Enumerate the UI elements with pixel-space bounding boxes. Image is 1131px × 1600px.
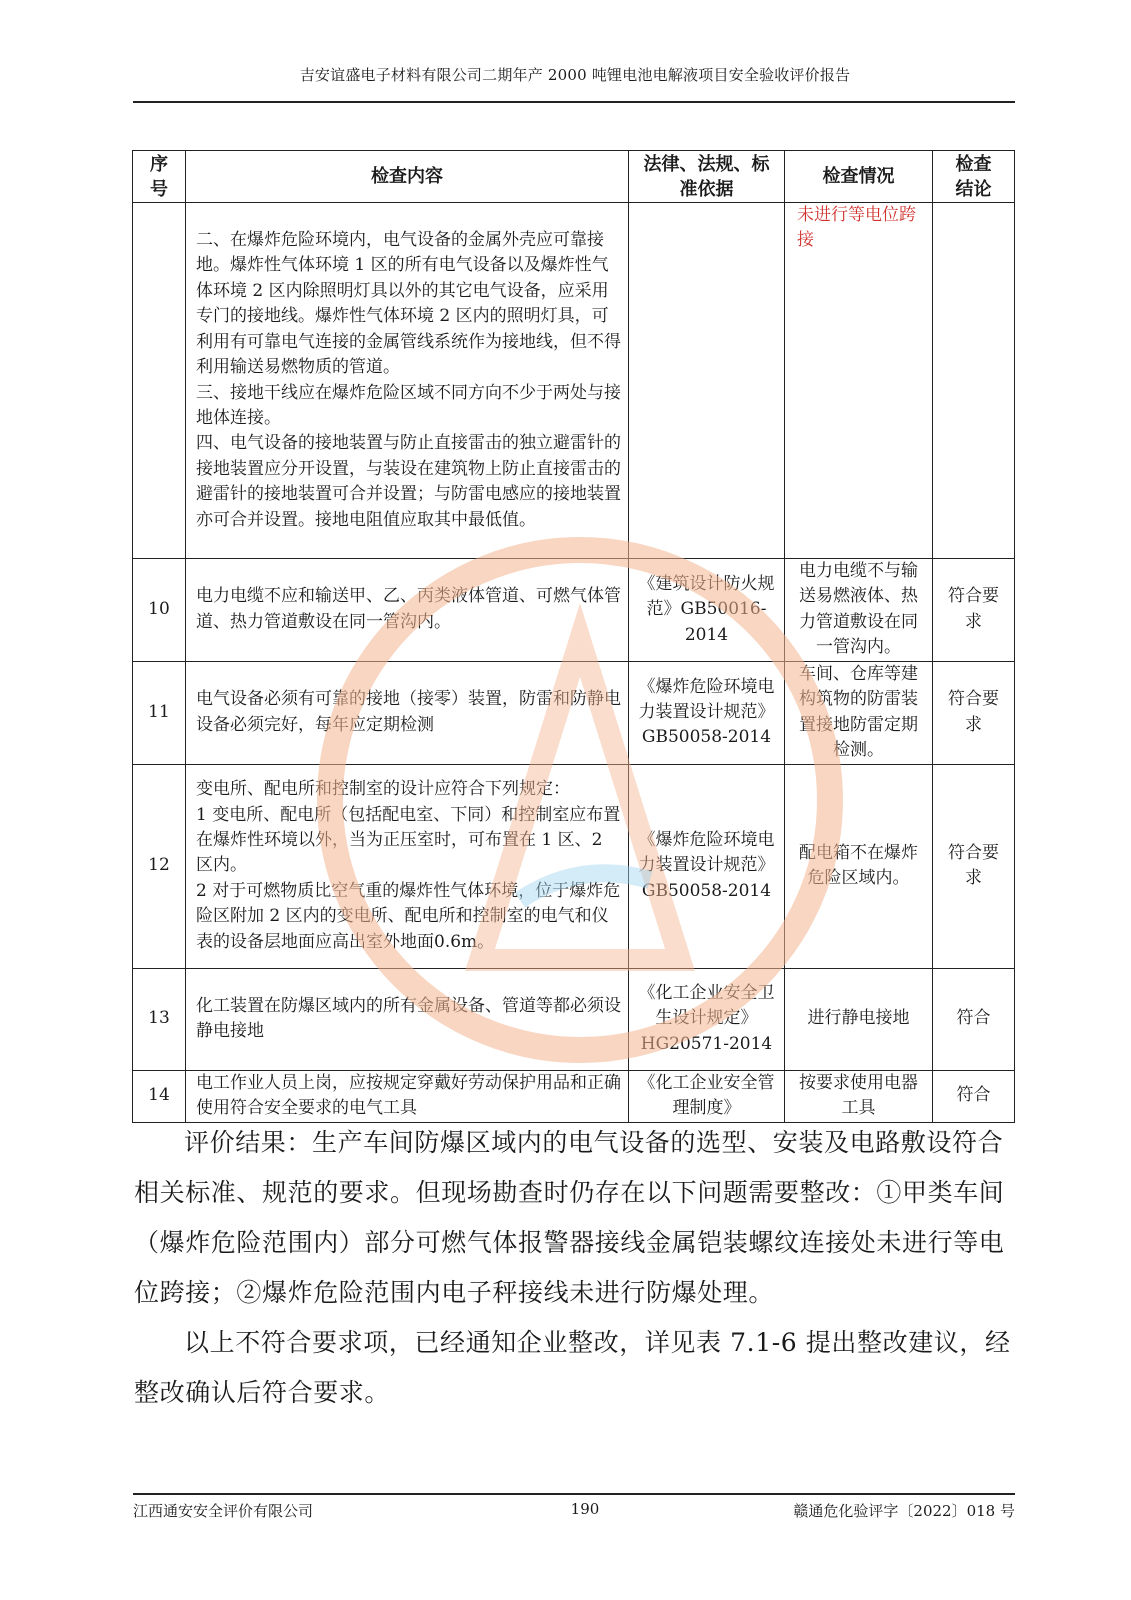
row-content: 化工装置在防爆区域内的所有金属设备、管道等都必须设静电接地 [186, 968, 629, 1070]
row-no: 10 [133, 559, 186, 662]
row-no: 11 [133, 661, 186, 764]
inspection-table [132, 150, 1015, 1123]
table-row [133, 1070, 1015, 1122]
row-content: 电力电缆不应和输送甲、乙、丙类液体管道、可燃气体管道、热力管道敷设在同一管沟内。 [186, 559, 629, 662]
footer-divider [133, 1493, 1015, 1495]
row-no: 12 [133, 764, 186, 968]
row-basis: 《化工企业安全管理制度》 [629, 1070, 785, 1122]
row-conclusion [933, 203, 1015, 559]
row-no [133, 203, 186, 559]
row-no: 14 [133, 1070, 186, 1122]
col-header-content: 检查内容 [186, 151, 629, 203]
row-basis: 《建筑设计防火规范》GB50016-2014 [629, 559, 785, 662]
row-content: 电工作业人员上岗，应按规定穿戴好劳动保护用品和正确使用符合安全要求的电气工具 [186, 1070, 629, 1122]
row-conclusion: 符合要求 [933, 764, 1015, 968]
row-status: 电力电缆不与输送易燃液体、热力管道敷设在同一管沟内。 [785, 559, 933, 662]
page-header: 吉安谊盛电子材料有限公司二期年产 2000 吨锂电池电解液项目安全验收评价报告 [299, 66, 851, 84]
row-status-warning: 未进行等电位跨接 [785, 203, 933, 559]
page-number: 190 [570, 1500, 600, 1518]
col-header-basis: 法律、法规、标准依据 [629, 151, 785, 203]
table-row [133, 968, 1015, 1070]
row-status: 车间、仓库等建构筑物的防雷装置接地防雷定期检测。 [785, 661, 933, 764]
row-content: 电气设备必须有可靠的接地（接零）装置，防雷和防静电设备必须完好，每年应定期检测 [186, 661, 629, 764]
row-basis: 《化工企业安全卫生设计规定》HG20571-2014 [629, 968, 785, 1070]
row-conclusion: 符合 [933, 968, 1015, 1070]
row-status: 配电箱不在爆炸危险区域内。 [785, 764, 933, 968]
row-content: 二、在爆炸危险环境内，电气设备的金属外壳应可靠接地。爆炸性气体环境 1 区的所有电气设备以及爆炸性气体环境 2 区内除照明灯具以外的其它电气设备，应采用专门的接地线。爆炸性气体环境 2 区内的照明灯具，可利用有可靠电气连接的金属管线系统作为接地线，但不得利用输送易燃物质的管道。 三、接地干线应在爆炸危险区域不同方向不少于两处与接地体连接。 四、电气设备的接地装置与防止直接雷击的独立避雷针的接地装置应分开设置，与装设在建筑物上防止直接雷击的避雷针的接地装置可合并设置；与防雷电感应的接地装置亦可合并设置。接地电阻值应取其中最低值。 [186, 203, 629, 559]
row-no: 13 [133, 968, 186, 1070]
footer-document-number: 赣通危化验评字〔2022〕018 号 [793, 1502, 1015, 1520]
row-basis: 《爆炸危险环境电力装置设计规范》GB50058-2014 [629, 661, 785, 764]
table-row [133, 764, 1015, 968]
row-content: 变电所、配电所和控制室的设计应符合下列规定： 1 变电所、配电所（包括配电室、下同）和控制室应布置在爆炸性环境以外，当为正压室时，可布置在 1 区、2 区内。 2 对于可燃物质比空气重的爆炸性气体环境，位于爆炸危险区附加 2 区内的变电所、配电所和控制室的电气和仪表的设备层地面应高出室外地面0.6m。 [186, 764, 629, 968]
row-status: 进行静电接地 [785, 968, 933, 1070]
footer-company: 江西通安安全评价有限公司 [133, 1502, 314, 1520]
row-conclusion: 符合要求 [933, 559, 1015, 662]
row-basis [629, 203, 785, 559]
table-header-row [133, 151, 1015, 203]
row-conclusion: 符合要求 [933, 661, 1015, 764]
table-row [133, 203, 1015, 559]
rectification-paragraph: 以上不符合要求项，已经通知企业整改，详见表 7.1-6 提出整改建议，经整改确认后符合要求。 [134, 1328, 1011, 1407]
row-status: 按要求使用电器工具 [785, 1070, 933, 1122]
table-row [133, 661, 1015, 764]
row-conclusion: 符合 [933, 1070, 1015, 1122]
table-row [133, 559, 1015, 662]
evaluation-result-paragraph: 评价结果：生产车间防爆区域内的电气设备的选型、安装及电路敷设符合相关标准、规范的要求。但现场勘查时仍存在以下问题需要整改：①甲类车间（爆炸危险范围内）部分可燃气体报警器接线金属铠装螺纹连接处未进行等电位跨接；②爆炸危险范围内电子秤接线未进行防爆处理。 [134, 1128, 1005, 1307]
header-divider [133, 101, 1015, 103]
col-header-status: 检查情况 [785, 151, 933, 203]
col-header-no: 序 号 [133, 151, 186, 203]
row-basis: 《爆炸危险环境电力装置设计规范》GB50058-2014 [629, 764, 785, 968]
col-header-conclusion: 检查 结论 [933, 151, 1015, 203]
